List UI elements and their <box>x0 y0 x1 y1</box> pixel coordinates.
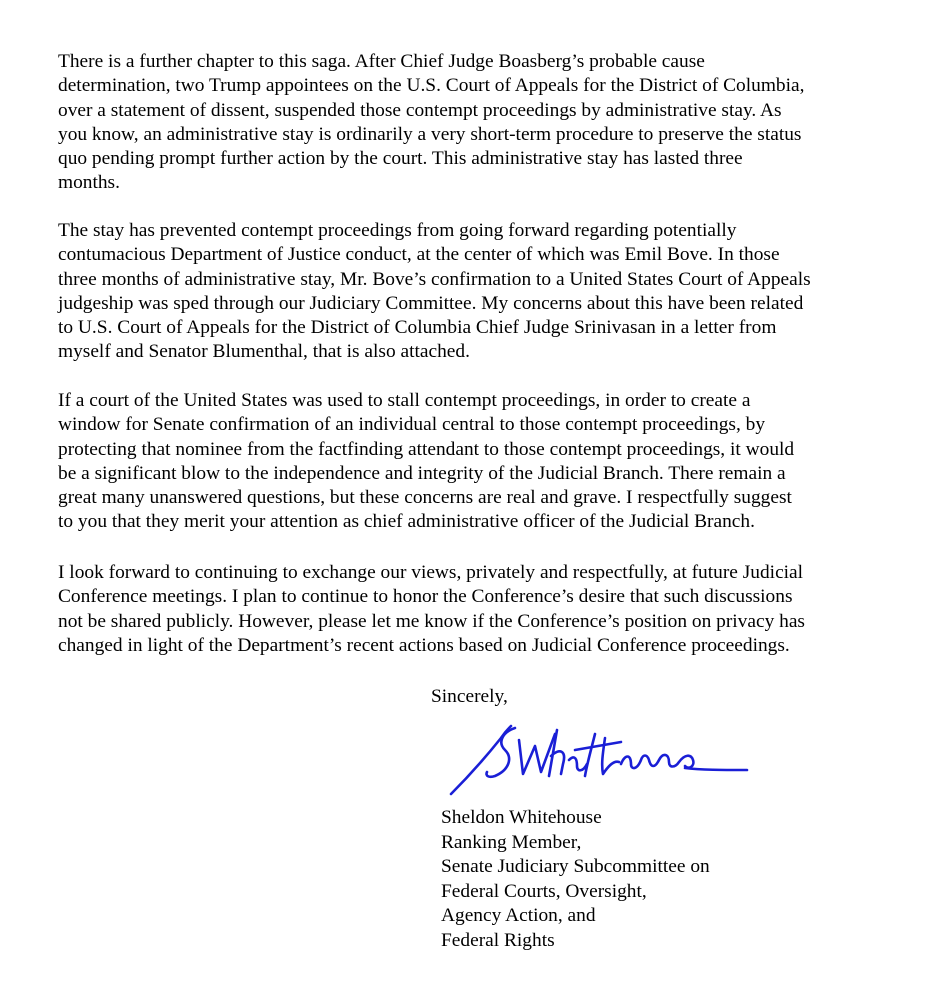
text-line: Conference meetings. I plan to continue to honor the Conference’s desire that such discussions <box>58 586 793 608</box>
text-line: changed in light of the Department’s recent actions based on Judicial Conference proceedings. <box>58 634 790 656</box>
text-line: determination, two Trump appointees on the U.S. Court of Appeals for the District of Columbia, <box>58 75 805 97</box>
text-line: judgeship was sped through our Judiciary Committee. My concerns about this have been related <box>58 292 804 314</box>
text-line: quo pending prompt further action by the court. This administrative stay has lasted three <box>58 148 743 170</box>
text-line: There is a further chapter to this saga. After Chief Judge Boasberg’s probable cause <box>58 51 705 72</box>
text-line: three months of administrative stay, Mr. Bove’s confirmation to a United States Court of Appeals <box>58 268 811 290</box>
signer-title: Ranking Member, <box>441 831 582 853</box>
text-line: to you that they merit your attention as chief administrative officer of the Judicial Branch. <box>58 511 755 533</box>
signer-title: Agency Action, and <box>441 905 596 927</box>
closing-salutation: Sincerely, <box>431 686 508 707</box>
paragraph-court-stall <box>58 389 898 535</box>
text-line: to U.S. Court of Appeals for the District of Columbia Chief Judge Srinivasan in a letter from <box>58 317 777 339</box>
text-line: be a significant blow to the independence and integrity of the Judicial Branch. There remain a <box>58 462 786 484</box>
signer-title: Federal Courts, Oversight, <box>441 880 647 902</box>
text-line: months. <box>58 172 120 194</box>
signer-title: Federal Rights <box>441 929 555 951</box>
signer-name: Sheldon Whitehouse <box>441 807 602 828</box>
text-line: window for Senate confirmation of an individual central to those contempt proceedings, by <box>58 414 766 436</box>
text-line: you know, an administrative stay is ordinarily a very short-term procedure to preserve the status <box>58 123 802 145</box>
text-line: not be shared publicly. However, please let me know if the Conference’s position on privacy has <box>58 610 805 632</box>
text-line: over a statement of dissent, suspended those contempt proceedings by administrative stay. As <box>58 99 782 121</box>
handwritten-signature-icon <box>445 720 755 800</box>
paragraph-stay-prevented <box>58 219 898 365</box>
text-line: If a court of the United States was used to stall contempt proceedings, in order to create a <box>58 390 751 411</box>
text-line: great many unanswered questions, but these concerns are real and grave. I respectfully suggest <box>58 487 792 509</box>
text-line: contumacious Department of Justice conduct, at the center of which was Emil Bove. In those <box>58 244 780 266</box>
text-line: I look forward to continuing to exchange our views, privately and respectfully, at future Judicial <box>58 562 804 583</box>
signature-strokes <box>451 726 747 794</box>
paragraph-further-chapter <box>58 50 898 196</box>
paragraph-look-forward <box>58 561 898 658</box>
text-line: protecting that nominee from the factfinding attendant to those contempt proceedings, it would <box>58 438 795 460</box>
signer-block <box>441 806 710 954</box>
text-line: myself and Senator Blumenthal, that is also attached. <box>58 341 470 363</box>
signer-title: Senate Judiciary Subcommittee on <box>441 856 710 878</box>
text-line: The stay has prevented contempt proceedings from going forward regarding potentially <box>58 220 737 241</box>
